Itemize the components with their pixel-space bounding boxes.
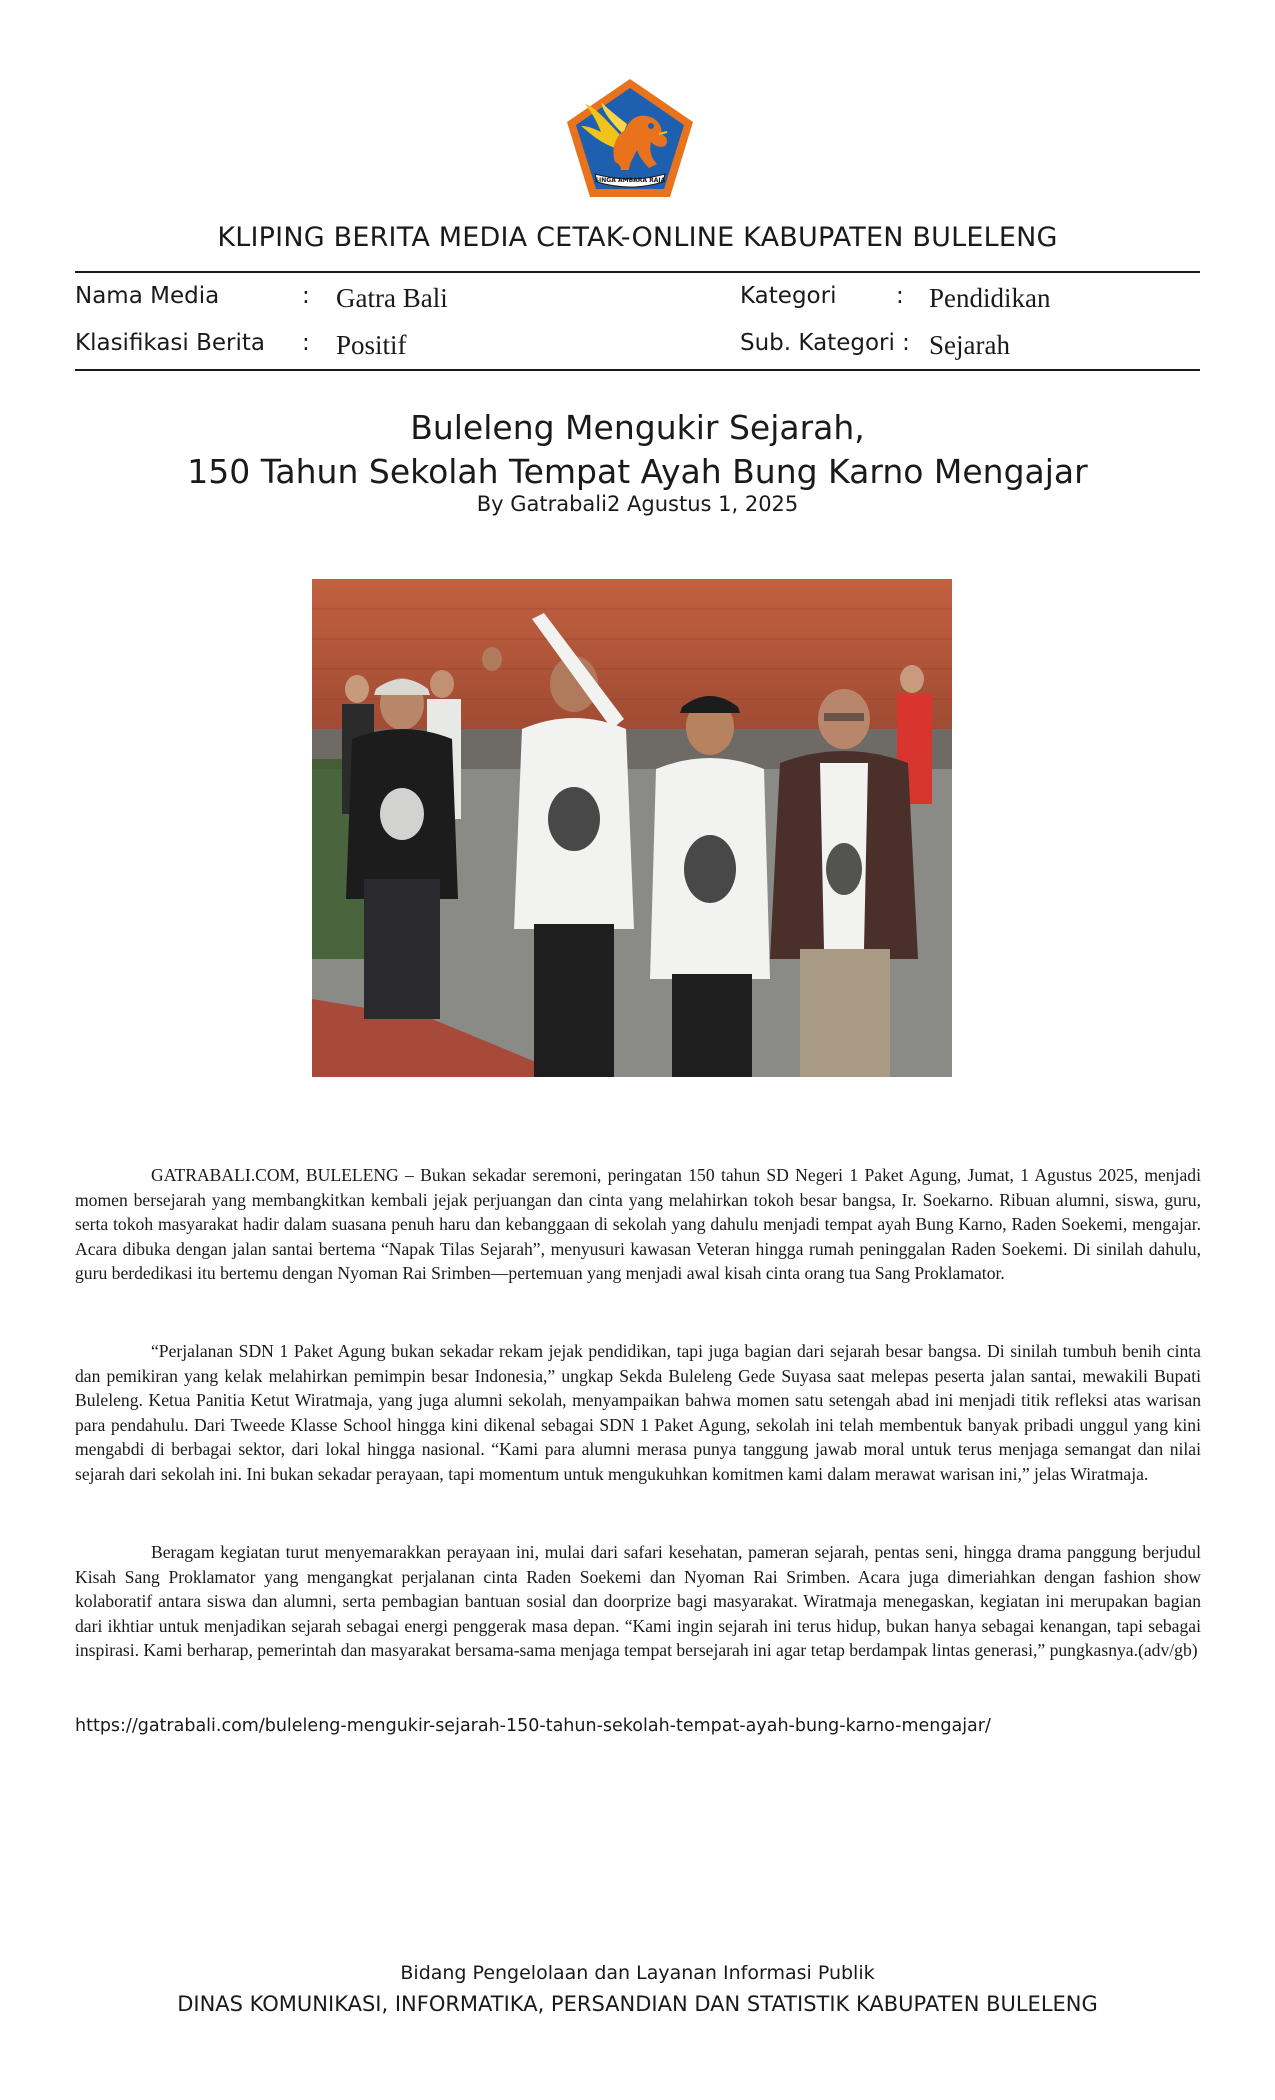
article-photo bbox=[312, 579, 952, 1077]
article-paragraph-2: “Perjalanan SDN 1 Paket Agung bukan sekadar rekam jejak pendidikan, tapi juga bagian dari sejarah besar bangsa. Di sinilah tumbuh benih cinta dan pemikiran yang kelak melahirkan pemimpin besar Indonesia,” ungkap Sekda Buleleng Gede Suyasa saat melepas peserta jalan santai, mewakili Bupati Buleleng. Ketua Panitia Ketut Wiratmaja, yang juga alumni sekolah, menyampaikan bahwa momen satu setengah abad ini menjadi titik refleksi atas warisan para pendahulu. Dari Tweede Klasse School hingga kini dikenal sebagai SDN 1 Paket Agung, sekolah ini telah membentuk banyak pribadi unggul yang kini mengabdi di berbagai sektor, dari lokal hingga nasional. “Kami para alumni merasa punya tanggung jawab moral untuk terus menjaga semangat dan nilai sejarah dari sekolah ini. Ini bukan sekadar perayaan, tapi momentum untuk mengukuhkan komitmen kami dalam merawat warisan ini,” jelas Wiratmaja. bbox=[75, 1341, 1201, 1484]
divider-bottom bbox=[75, 369, 1200, 371]
source-link[interactable]: https://gatrabali.com/buleleng-mengukir-sejarah-150-tahun-sekolah-tempat-ayah-bung-karno-mengajar/ bbox=[75, 1716, 991, 1736]
subkategori-value: Sejarah bbox=[929, 330, 1010, 360]
logo-motto: SINGA AMBARA RAJA bbox=[594, 177, 666, 184]
media-value: Gatra Bali bbox=[336, 283, 448, 313]
article-title-line1: Buleleng Mengukir Sejarah, bbox=[410, 408, 865, 447]
divider-top bbox=[75, 271, 1200, 273]
media-colon: : bbox=[302, 283, 310, 309]
article-paragraph-1: GATRABALI.COM, BULELENG – Bukan sekadar seremoni, peringatan 150 tahun SD Negeri 1 Paket Agung, Jumat, 1 Agustus 2025, menjadi momen bersejarah yang membangkitkan kembali jejak perjuangan dan cinta yang melahirkan tokoh besar bangsa, Ir. Soekarno. Ribuan alumni, siswa, guru, serta tokoh masyarakat hadir dalam suasana penuh haru dan kebanggaan di sekolah yang dahulu menjadi tempat ayah Bung Karno, Raden Soekemi, mengajar. Acara dibuka dengan jalan santai bertema “Napak Tilas Sejarah”, menyusuri kawasan Veteran hingga rumah peninggalan Raden Soekemi. Di sinilah dahulu, guru berdedikasi itu bertemu dengan Nyoman Rai Srimben—pertemuan yang menjadi awal kisah cinta orang tua Sang Proklamator. bbox=[75, 1165, 1201, 1284]
buleleng-crest-icon bbox=[563, 76, 697, 200]
kategori-value: Pendidikan bbox=[929, 283, 1051, 313]
kategori-label: Kategori bbox=[740, 283, 837, 309]
klasifikasi-colon: : bbox=[302, 330, 310, 356]
klasifikasi-value: Positif bbox=[336, 330, 407, 360]
subkategori-label: Sub. Kategori : bbox=[740, 330, 910, 356]
article-title-line2: 150 Tahun Sekolah Tempat Ayah Bung Karno Mengajar bbox=[187, 452, 1088, 491]
footer-department: Bidang Pengelolaan dan Layanan Informasi Publik bbox=[400, 1962, 875, 1984]
article-byline: By Gatrabali2 Agustus 1, 2025 bbox=[476, 492, 799, 516]
footer-office: DINAS KOMUNIKASI, INFORMATIKA, PERSANDIAN DAN STATISTIK KABUPATEN BULELENG bbox=[177, 1992, 1098, 2016]
klasifikasi-label: Klasifikasi Berita bbox=[75, 330, 266, 356]
page-title: KLIPING BERITA MEDIA CETAK-ONLINE KABUPATEN BULELENG bbox=[217, 222, 1058, 253]
article-paragraph-3: Beragam kegiatan turut menyemarakkan perayaan ini, mulai dari safari kesehatan, pameran sejarah, pentas seni, hingga drama panggung berjudul Kisah Sang Proklamator yang mengangkat perjalanan cinta Raden Soekemi dan Nyoman Rai Srimben. Acara juga dimeriahkan dengan fashion show kolaboratif antara siswa dan alumni, serta pembagian bantuan sosial dan doorprize bagi masyarakat. Wiratmaja menegaskan, kegiatan ini merupakan bagian dari ikhtiar untuk menjadikan sejarah sebagai energi penggerak masa depan. “Kami ingin sejarah ini terus hidup, bukan hanya sebagai kenangan, tapi sebagai inspirasi. Kami berharap, pemerintah dan masyarakat bersama-sama menjaga tempat bersejarah ini agar tetap berdampak lintas generasi,” pungkasnya.(adv/gb) bbox=[75, 1542, 1201, 1661]
media-label: Nama Media bbox=[75, 283, 220, 309]
kategori-colon: : bbox=[896, 283, 904, 309]
